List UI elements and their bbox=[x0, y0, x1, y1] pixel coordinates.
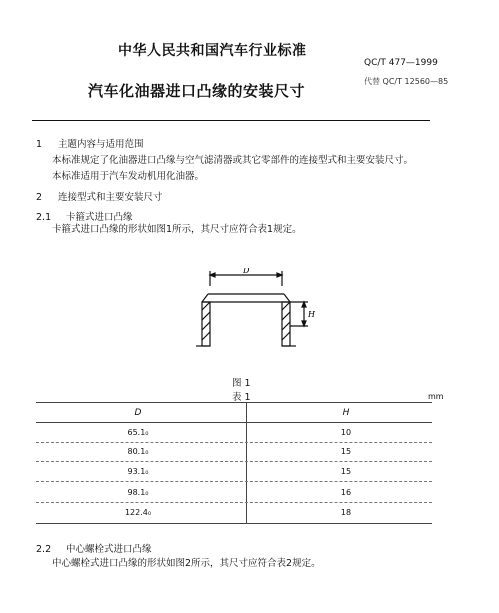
document-title: 汽车化油器进口凸缘的安装尺寸 bbox=[88, 82, 306, 100]
table-row-rule bbox=[36, 461, 432, 462]
section-number: 2.1 bbox=[36, 212, 52, 223]
table-cell-h: 15 bbox=[340, 447, 352, 456]
figure-caption: 图 1 bbox=[232, 378, 251, 389]
section-2-2-paragraph: 中心螺栓式进口凸缘的形状如图2所示，其尺寸应符合表2规定。 bbox=[52, 558, 321, 569]
section-1-paragraph-2: 本标准适用于汽车发动机用化油器。 bbox=[52, 171, 205, 182]
table-top-rule bbox=[36, 402, 432, 403]
table-cell-d: 93.1₀ bbox=[127, 467, 149, 476]
section-2-heading bbox=[36, 189, 163, 203]
section-1-paragraph-1: 本标准规定了化油器进口凸缘与空气滤清器或其它零部件的连接型式和主要安装尺寸。 bbox=[52, 155, 414, 166]
section-number: 1 bbox=[36, 139, 43, 150]
standard-header-title: 中华人民共和国汽车行业标准 bbox=[118, 43, 307, 59]
table-cell-h: 10 bbox=[340, 428, 352, 437]
section-title: 连接型式和主要安装尺寸 bbox=[58, 192, 163, 203]
replaces-standard: 代替 QC/T 12560—85 bbox=[364, 77, 449, 86]
standard-number: QC/T 477—1999 bbox=[364, 58, 438, 68]
table-caption: 表 1 bbox=[232, 392, 251, 403]
table-header-d: D bbox=[134, 408, 142, 418]
table-row-rule bbox=[36, 502, 432, 503]
section-title: 主题内容与适用范围 bbox=[58, 139, 144, 150]
table-cell-h: 15 bbox=[340, 467, 352, 476]
section-title: 卡箍式进口凸缘 bbox=[66, 212, 133, 223]
section-1-heading bbox=[36, 136, 144, 150]
table-bottom-rule bbox=[36, 523, 432, 524]
table-column-divider bbox=[246, 402, 247, 524]
table-cell-d: 98.1₀ bbox=[127, 488, 149, 497]
dimension-label-d: D bbox=[243, 268, 250, 275]
section-number: 2 bbox=[36, 192, 43, 203]
table-cell-d: 80.1₀ bbox=[127, 447, 149, 456]
table-row-rule bbox=[36, 442, 432, 443]
table-row-rule bbox=[36, 481, 432, 482]
table-cell-d: 122.4₀ bbox=[124, 508, 152, 517]
flange-drawing bbox=[190, 268, 320, 358]
table-unit: mm bbox=[428, 392, 444, 401]
table-cell-d: 65.1₀ bbox=[127, 428, 149, 437]
dimension-label-h: H bbox=[308, 310, 315, 319]
section-2-1-heading bbox=[36, 209, 133, 223]
section-2-1-paragraph: 卡箍式进口凸缘的形状如图1所示，其尺寸应符合表1规定。 bbox=[52, 224, 302, 235]
table-cell-h: 16 bbox=[340, 488, 352, 497]
header-divider bbox=[32, 120, 430, 121]
table-header-rule bbox=[36, 422, 432, 423]
section-2-2-heading bbox=[36, 541, 152, 555]
section-number: 2.2 bbox=[36, 544, 52, 555]
section-title: 中心螺栓式进口凸缘 bbox=[66, 544, 152, 555]
table-header-h: H bbox=[342, 408, 350, 418]
table-cell-h: 18 bbox=[340, 508, 352, 517]
